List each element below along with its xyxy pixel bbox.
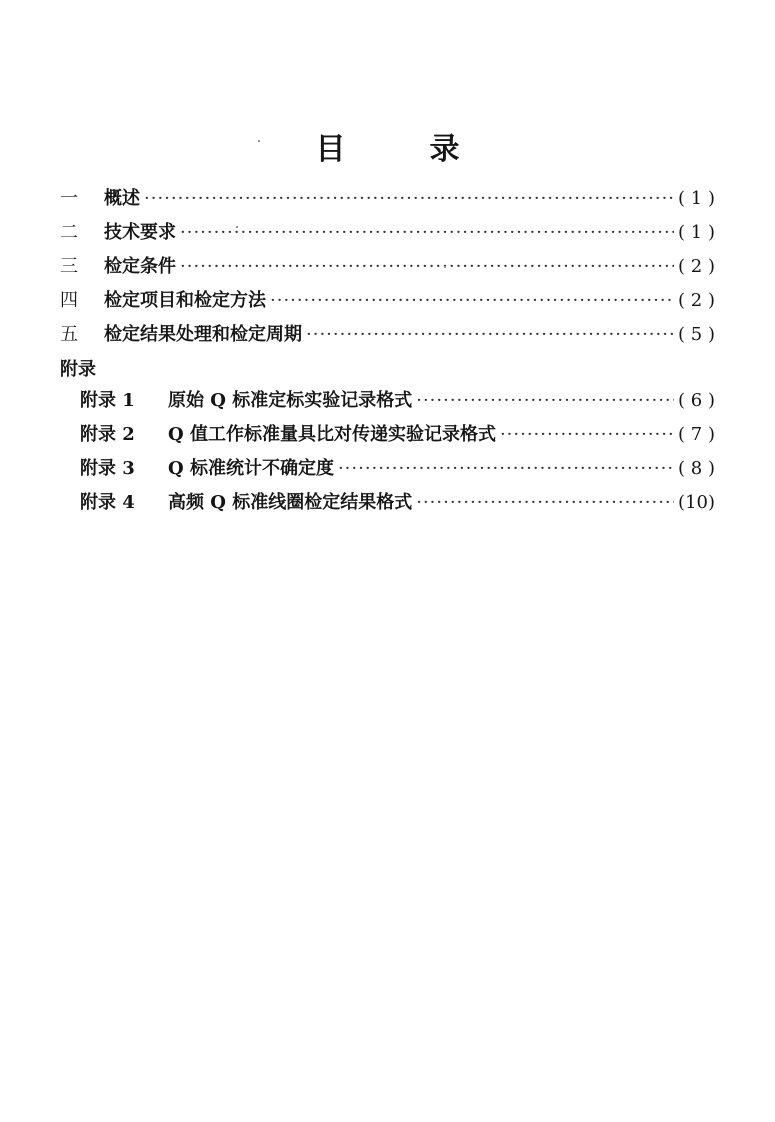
table-of-contents <box>60 184 715 522</box>
appendix-title: 高频 Q 标准线圈检定结果格式 <box>168 492 413 513</box>
appendix-title: Q 值工作标准量具比对传递实验记录格式 <box>168 424 496 445</box>
dot-leader <box>416 492 674 513</box>
page-number: ( 6 ) <box>678 390 715 411</box>
appendix-number: 附录 3 <box>80 458 135 479</box>
section-title: 检定结果处理和检定周期 <box>104 324 302 345</box>
section-title: 检定项目和检定方法 <box>104 290 266 311</box>
section-title: 概述 <box>104 188 140 209</box>
dot-leader <box>338 458 674 479</box>
section-title: 检定条件 <box>104 256 176 277</box>
page-number: ( 1 ) <box>678 188 715 209</box>
page-title <box>0 124 775 168</box>
dot-leader <box>270 290 674 311</box>
toc-row-appendix[interactable] <box>60 454 715 488</box>
toc-row-appendix[interactable] <box>60 488 715 522</box>
page-number: ( 7 ) <box>678 424 715 445</box>
section-title: 技术要求 <box>104 222 176 243</box>
toc-row-appendix[interactable] <box>60 386 715 420</box>
scan-speck <box>236 226 238 228</box>
appendix-number: 附录 1 <box>80 390 135 411</box>
page-number: ( 2 ) <box>678 256 715 277</box>
dot-leader <box>180 222 674 243</box>
toc-row[interactable] <box>60 320 715 354</box>
appendix-title: 原始 Q 标准定标实验记录格式 <box>168 390 413 411</box>
appendix-title: Q 标准统计不确定度 <box>168 458 334 479</box>
title-char-1: 目 <box>315 132 346 167</box>
section-number: 一 <box>60 188 78 209</box>
toc-row[interactable] <box>60 286 715 320</box>
scan-speck <box>444 266 446 268</box>
toc-row[interactable] <box>60 184 715 218</box>
section-number: 四 <box>60 290 78 311</box>
appendix-heading: 附录 <box>60 359 96 380</box>
appendix-number: 附录 4 <box>80 492 135 513</box>
section-number: 五 <box>60 324 78 345</box>
section-number: 三 <box>60 256 78 277</box>
dot-leader <box>180 256 674 277</box>
toc-row-appendix[interactable] <box>60 420 715 454</box>
page-number: ( 2 ) <box>678 290 715 311</box>
toc-row[interactable] <box>60 252 715 286</box>
scan-speck <box>258 140 260 142</box>
dot-leader <box>306 324 674 345</box>
dot-leader <box>500 424 674 445</box>
section-number: 二 <box>60 222 78 243</box>
toc-row[interactable] <box>60 218 715 252</box>
title-char-2: 录 <box>429 132 460 167</box>
dot-leader <box>144 188 674 209</box>
page-number: ( 1 ) <box>678 222 715 243</box>
dot-leader <box>416 390 674 411</box>
appendix-number: 附录 2 <box>80 424 135 445</box>
page-number: ( 8 ) <box>678 458 715 479</box>
page-number: (10) <box>678 492 715 513</box>
page-number: ( 5 ) <box>678 324 715 345</box>
